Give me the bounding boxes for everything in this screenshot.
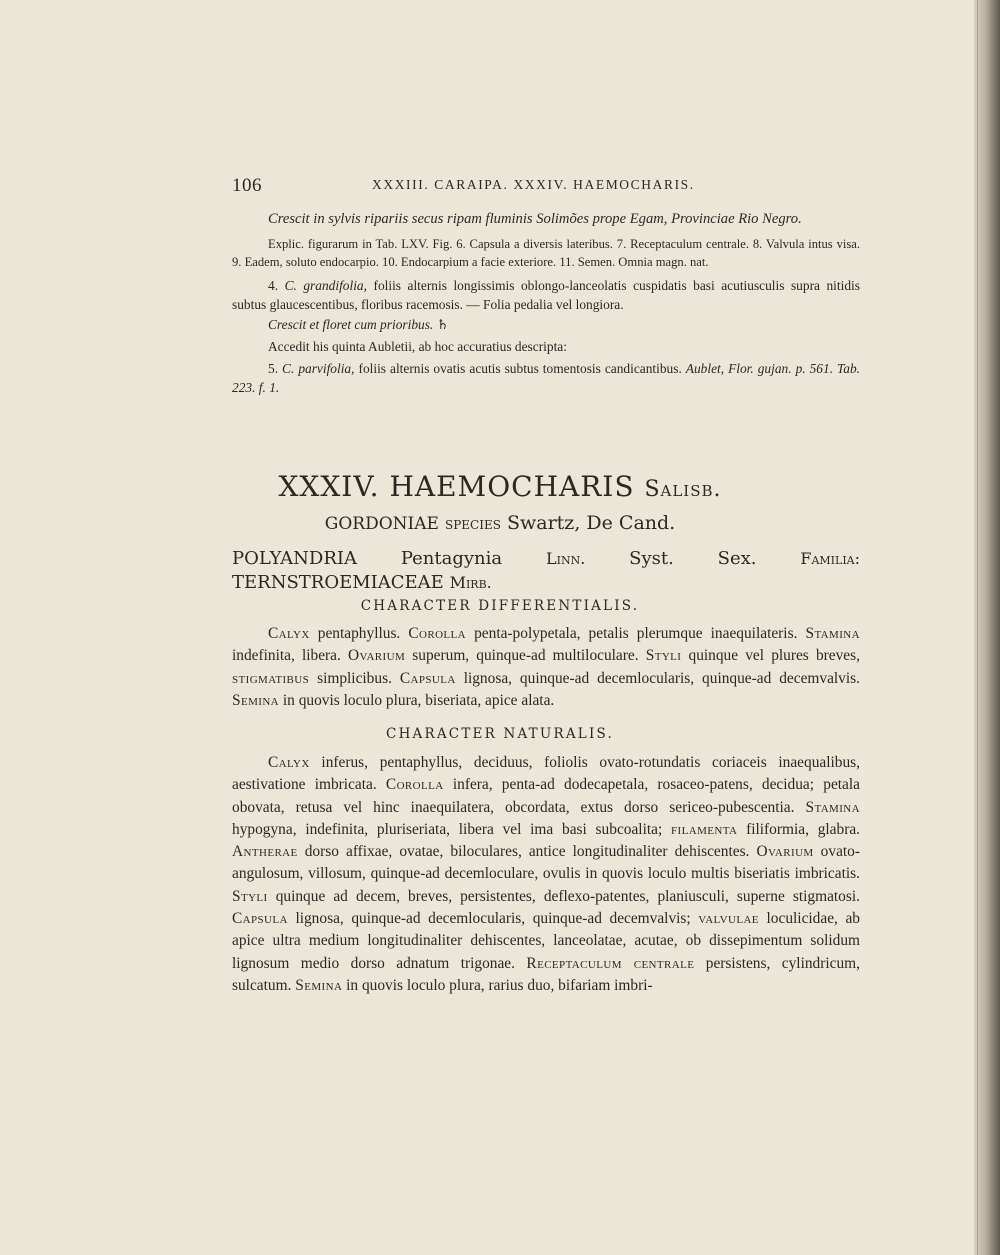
capsula-label: Capsula [399,669,456,687]
n-stamina-label: Stamina [805,798,860,816]
n-semina-label: Semina [295,976,343,994]
n-corolla-label: Corolla [385,776,444,794]
habitat-2-text: Crescit et floret cum prioribus. [268,317,434,332]
n-valvulae-text: loculicidae, ab apice ultra medium longitudinaliter dehiscentes, lanceolatae, acutae, ob dissepimentum solidum lignosum medio dorso adnatum trigonae. [232,910,860,972]
caraipa-section [232,210,860,397]
n-calyx-label: Calyx [268,754,310,771]
genus-name: XXXIV. HAEMOCHARIS [278,470,635,503]
n-receptaculum-text: persistens, cylindricum, sulcatum. [232,954,860,994]
n-styli-label: Styli [232,887,268,905]
page-number: 106 [232,175,262,196]
naturalis-text [232,752,860,997]
figure-explanation: Explic. figurarum in Tab. LXV. Fig. 6. Capsula a diversis lateribus. 7. Receptaculum centrale. 8. Valvula intus visa. 9. Eadem, soluto endocarpio. 10. Endocarpium a facie exteriore. 11. Semen. Omnia magn. nat. [232,237,860,269]
page-header [232,175,860,199]
n-styli-text: quinque ad decem, breves, persistentes, deflexo-patentes, planiusculi, superne stigmatosi. [275,887,860,905]
species-5-number: 5. [268,361,279,376]
genus-synonym [0,512,1000,534]
synonym-genus: GORDONIAE [324,514,439,534]
calyx-text: pentaphyllus. [317,625,401,642]
species-4-description: foliis alternis longissimis oblongo-lanceolatis cuspidatis basi acutiusculis supra nitidis subtus glaucescentibus, floribus racemosis. — Folia pedalia vel longiora. [232,278,860,312]
n-calyx-text: inferus, pentaphyllus, deciduus, foliolis ovato-rotundatis coriaceis inaequalibus, aestivatione imbricata. [232,754,861,794]
ovarium-text: superum, quinque-ad multiloculare. [412,647,639,665]
class-family-name: TERNSTROEMIACEAE [232,572,444,593]
classification-line [232,547,860,595]
synonym-authors: Swartz, De Cand. [506,512,676,534]
n-filamenta-label: filamenta [671,820,738,838]
differentialis-section [232,623,860,712]
class-syst: Syst. Sex. [629,548,757,569]
species-4-number: 4. [268,278,279,293]
styli-label: Styli [645,647,682,665]
habitat-text-2 [232,315,860,334]
ovarium-label: Ovarium [348,647,406,665]
naturalis-heading: CHARACTER NATURALIS. [386,726,614,742]
corolla-label: Corolla [408,625,467,642]
semina-text: in quovis loculo plura, biseriata, apice alata. [282,691,555,709]
n-antherae-label: Antherae [232,843,298,861]
stamina-text: indefinita, libera. [232,647,341,665]
n-capsula-label: Capsula [232,910,288,928]
n-antherae-text: dorso affixae, ovatae, biloculares, antice longitudinaliter dehiscentes. [304,843,750,861]
n-stamina-text: hypogyna, indefinita, pluriseriata, libera vel ima basi subcoalita; [232,820,663,838]
species-5-reference: Aublet, Flor. gujan. p. 561. Tab. 223. f. 1. [232,361,860,395]
class-polyandria: POLYANDRIA Pentagynia [232,548,503,569]
n-corolla-text: infera, penta-ad dodecapetala, rosaceo-patens, decidua; petala obovata, retusa vel hinc inaequilatera, obcordata, extus dorso sericeo-pubescentia. [232,776,860,816]
naturalis-section [232,752,860,997]
semina-label: Semina [232,691,280,709]
styli-text: quinque vel plures breves, [688,647,860,665]
differentialis-heading: CHARACTER DIFFERENTIALIS. [360,598,640,614]
stamina-label: Stamina [805,625,860,642]
n-semina-text: in quovis loculo plura, rarius duo, bifariam imbri- [346,976,653,994]
n-filamenta-text: filiformia, glabra. [746,820,860,838]
n-capsula-text: lignosa, quinque-ad decemlocularis, quinque-ad decemvalvis; [295,910,691,928]
genus-title [0,470,1000,503]
capsula-text: lignosa, quinque-ad decemlocularis, quinque-ad decemvalvis. [463,669,860,687]
stigmatibus-label: stigmatibus [232,669,310,687]
n-receptaculum-label: Receptaculum centrale [526,954,695,972]
species-4 [232,276,860,314]
n-ovarium-text: ovato-angulosum, villosum, quinque-ad decemloculare, ovulis in quovis loculo multis biseriatis imbricatis. [232,843,860,883]
corolla-text: penta-polypetala, petalis plerumque inaequilateris. [474,625,798,642]
class-familia: Familia: [800,549,860,568]
running-head: XXXIII. CARAIPA. XXXIV. HAEMOCHARIS. [372,177,695,192]
n-ovarium-label: Ovarium [756,843,814,861]
species-5-name: C. parvifolia, [282,361,355,376]
n-valvulae-label: valvulae [698,910,759,928]
habitat-text: Crescit in sylvis ripariis secus ripam fluminis Solimões prope Egam, Provinciae Rio Negro. [268,211,802,227]
accedit-note: Accedit his quinta Aubletii, ab hoc accuratius descripta: [268,339,567,354]
page-edge-line [977,0,978,1255]
class-linn: Linn. [545,549,586,568]
stigmatibus-text: simplicibus. [317,669,392,687]
tree-symbol-icon: ♄ [436,317,449,332]
differentialis-text [232,623,860,712]
species-5-description: foliis alternis ovatis acutis subtus tomentosis candicantibus. [358,361,682,376]
genus-author: Salisb. [644,477,722,502]
synonym-species-label: species [444,514,501,534]
calyx-label: Calyx [268,625,310,642]
species-5 [232,359,860,397]
class-mirb: Mirb. [449,573,492,592]
species-4-name: C. grandifolia, [284,278,367,293]
